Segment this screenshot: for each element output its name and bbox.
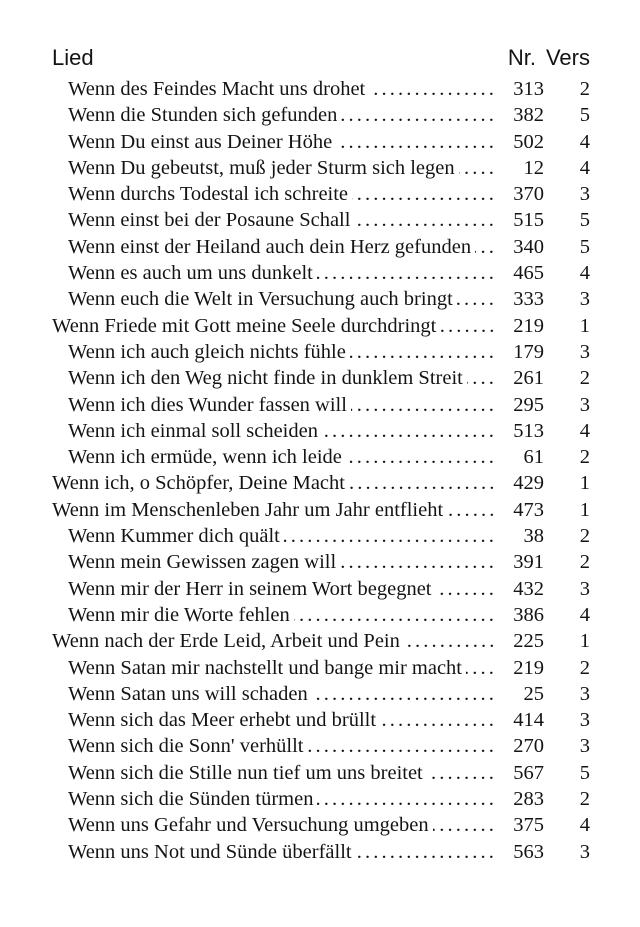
entry-number: 219 [496,655,544,681]
entry-number: 513 [496,418,544,444]
entry-title: Wenn Kummer dich quält [68,525,284,547]
entry-title: Wenn nach der Erde Leid, Arbeit und Pein [52,630,404,652]
entry-title: Wenn ich einmal soll scheiden [68,420,322,442]
index-entry [0,707,640,733]
index-entry [0,392,640,418]
entry-title: Wenn mir die Worte fehlen [68,604,294,626]
entry-title: Wenn sich die Sonn' verhüllt [68,735,307,757]
entry-number: 295 [496,392,544,418]
entry-title-cell [68,392,544,418]
entry-number: 340 [496,234,544,260]
entry-title-cell [52,313,544,339]
entry-verse: 2 [579,525,590,548]
entry-title-cell [68,207,544,233]
entry-verse: 2 [579,78,590,100]
entry-number: 225 [496,628,544,654]
column-header-nr: Nr. [507,45,536,70]
entry-verse: 2 [579,551,590,574]
entry-verse: 3 [579,735,590,758]
entry-verse: 3 [579,288,590,311]
entry-number: 283 [496,786,544,812]
entry-verse: 3 [579,840,590,863]
entry-number: 391 [496,549,544,575]
entry-verse: 4 [579,603,590,626]
entry-title: Wenn die Stunden sich gefunden [68,104,341,126]
entry-title-cell [68,707,544,733]
index-entry [0,549,640,575]
entry-title: Wenn euch die Welt in Versuchung auch bringt [68,288,457,310]
entry-verse: 3 [579,393,590,416]
entry-title: Wenn es auch um uns dunkelt [68,262,317,284]
entry-title: Wenn im Menschenleben Jahr um Jahr entflieht [52,499,447,521]
entry-title-cell [52,470,544,496]
entry-title-cell [68,444,544,470]
entry-title-cell [68,260,544,286]
entry-number: 270 [496,733,544,759]
entry-number: 25 [496,681,544,707]
index-entry [0,470,640,496]
entry-verse: 2 [579,446,590,469]
entry-title: Wenn Du einst aus Deiner Höhe [68,131,336,153]
index-entry [0,839,640,865]
index-entry [0,418,640,444]
entry-number: 432 [496,576,544,602]
entry-title-cell [68,155,544,181]
entry-title: Wenn einst der Heiland auch dein Herz gefunden [68,236,475,258]
entry-title-cell [68,418,544,444]
index-entry [0,812,640,838]
entry-title: Wenn mein Gewissen zagen will [68,551,340,573]
entry-verse: 3 [579,709,590,732]
entry-verse: 4 [579,814,590,837]
entry-title-cell [68,181,544,207]
entry-verse: 1 [579,472,590,495]
entry-title: Wenn ich dies Wunder fassen will [68,394,351,416]
entry-number: 261 [496,365,544,391]
entry-number: 429 [496,470,544,496]
entry-number: 370 [496,181,544,207]
entry-verse: 5 [579,209,590,232]
index-entry [0,760,640,786]
entry-number: 473 [496,497,544,523]
entry-title-cell [68,523,544,549]
index-entry [0,602,640,628]
entry-title-cell [68,549,544,575]
entry-verse: 4 [579,156,590,179]
index-entry [0,155,640,181]
entry-title-cell [68,234,544,260]
index-entry [0,655,640,681]
entry-verse: 4 [579,130,590,153]
index-entry [0,76,640,102]
entry-title: Wenn Du gebeutst, muß jeder Sturm sich legen [68,157,459,179]
entry-verse: 5 [579,235,590,258]
entry-title-cell [68,129,544,155]
index-entry [0,102,640,128]
entry-title: Wenn uns Not und Sünde überfällt [68,841,356,863]
entry-title: Wenn Satan uns will schaden [68,683,312,705]
entry-title-cell [68,602,544,628]
entry-title-cell [68,681,544,707]
entry-verse: 1 [579,630,590,653]
entry-number: 61 [496,444,544,470]
entry-title-cell [68,733,544,759]
entry-verse: 1 [579,314,590,337]
entry-title-cell [68,812,544,838]
index-entry [0,733,640,759]
entry-title: Wenn durchs Todestal ich schreite [68,183,352,205]
entry-verse: 2 [579,788,590,811]
entry-verse: 3 [579,183,590,206]
index-entry [0,181,640,207]
index-entry [0,497,640,523]
index-entry [0,339,640,365]
entry-number: 563 [496,839,544,865]
entry-number: 333 [496,286,544,312]
entry-title-cell [68,786,544,812]
entry-number: 219 [496,313,544,339]
entry-title: Wenn Satan mir nachstellt und bange mir macht [68,657,466,679]
column-header-lied: Lied [52,45,94,70]
entry-number: 375 [496,812,544,838]
entry-verse: 3 [579,577,590,600]
entry-title-cell [68,655,544,681]
entry-title-cell [52,628,544,654]
entry-title-cell [68,76,544,102]
entry-number: 465 [496,260,544,286]
index-entry [0,786,640,812]
entry-title: Wenn ich ermüde, wenn ich leide [68,446,346,468]
index-list [0,76,640,865]
entry-number: 414 [496,707,544,733]
entry-number: 179 [496,339,544,365]
index-entry [0,681,640,707]
entry-title: Wenn ich auch gleich nichts fühle [68,341,350,363]
column-header-vers: Vers [545,45,590,70]
entry-title-cell [68,760,544,786]
entry-title: Wenn sich das Meer erhebt und brüllt [68,709,380,731]
entry-title: Wenn ich den Weg nicht finde in dunklem Streit [68,367,467,389]
entry-title: Wenn sich die Stille nun tief um uns breitet [68,762,427,784]
index-entry [0,286,640,312]
entry-verse: 1 [579,498,590,521]
entry-title: Wenn mir der Herr in seinem Wort begegnet [68,578,436,600]
entry-title-cell [68,839,544,865]
entry-title: Wenn ich, o Schöpfer, Deine Macht [52,472,349,494]
entry-title-cell [52,497,544,523]
entry-title: Wenn des Feindes Macht uns drohet [68,78,369,100]
entry-number: 38 [496,523,544,549]
index-entry [0,313,640,339]
entry-verse: 4 [579,419,590,442]
entry-number: 515 [496,207,544,233]
entry-number: 12 [496,155,544,181]
entry-title: Wenn Friede mit Gott meine Seele durchdringt [52,315,440,337]
entry-title-cell [68,102,544,128]
entry-title-cell [68,365,544,391]
entry-number: 382 [496,102,544,128]
index-entry [0,523,640,549]
entry-number: 386 [496,602,544,628]
index-header [52,40,592,76]
entry-title-cell [68,286,544,312]
entry-verse: 3 [579,682,590,705]
index-entry [0,207,640,233]
entry-verse: 4 [579,262,590,285]
entry-verse: 5 [579,104,590,127]
index-entry [0,365,640,391]
entry-title: Wenn einst bei der Posaune Schall [68,209,354,231]
entry-number: 567 [496,760,544,786]
entry-verse: 2 [579,367,590,390]
index-entry [0,444,640,470]
entry-title: Wenn sich die Sünden türmen [68,788,317,810]
entry-verse: 2 [579,656,590,679]
entry-title: Wenn uns Gefahr und Versuchung umgeben [68,814,433,836]
entry-number: 502 [496,129,544,155]
index-entry [0,234,640,260]
index-entry [0,260,640,286]
index-entry [0,129,640,155]
entry-verse: 3 [579,340,590,363]
entry-title-cell [68,576,544,602]
index-entry [0,628,640,654]
entry-number: 313 [496,76,544,102]
index-entry [0,576,640,602]
entry-verse: 5 [579,761,590,784]
entry-title-cell [68,339,544,365]
